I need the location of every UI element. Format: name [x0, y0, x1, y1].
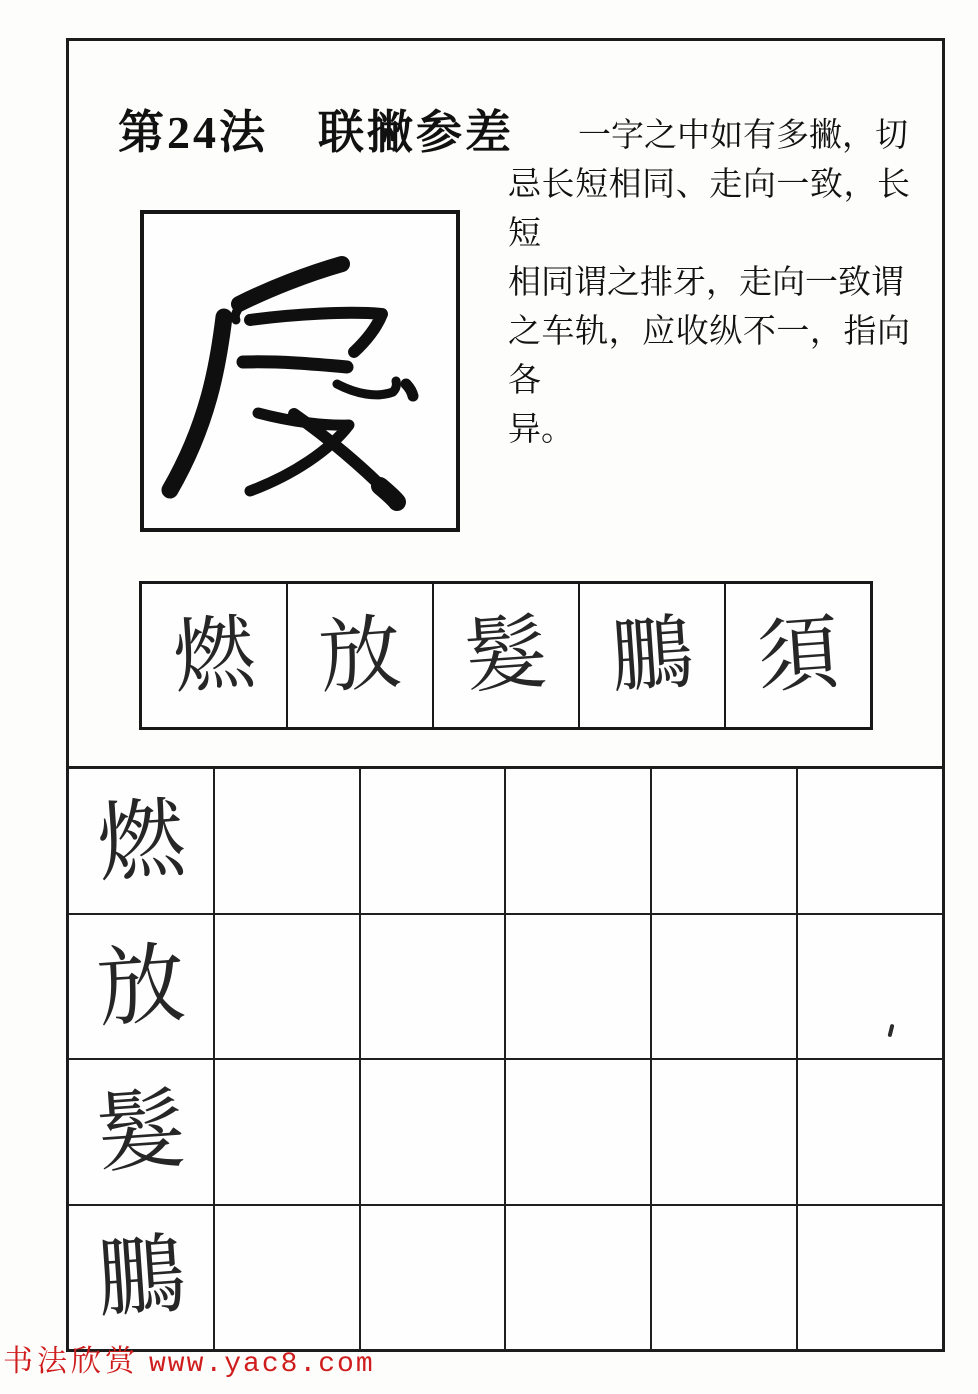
sample-cell	[726, 584, 870, 727]
grid-cell	[68, 914, 214, 1060]
practice-character: 髮	[93, 1076, 189, 1186]
grid-cell	[651, 1059, 797, 1205]
sample-character: 放	[315, 604, 405, 706]
sample-character-strip	[139, 581, 873, 730]
lesson-number: 第24法	[118, 107, 268, 158]
exemplar-character-box	[140, 210, 460, 532]
sample-cell	[142, 584, 288, 727]
grid-cell	[505, 1059, 651, 1205]
practice-character: 鵬	[93, 1222, 189, 1332]
lesson-name: 联撇参差	[318, 107, 514, 158]
grid-cell	[505, 768, 651, 914]
grid-cell	[505, 1205, 651, 1351]
sample-character: 須	[753, 604, 843, 706]
grid-cell	[360, 1059, 506, 1205]
brush-calligraphy-drawing	[144, 214, 456, 528]
grid-cell	[797, 1059, 943, 1205]
instruction-line-5: 异。	[508, 412, 574, 448]
practice-grid	[66, 766, 945, 1352]
grid-cell	[651, 768, 797, 914]
sample-character: 鵬	[607, 604, 697, 706]
practice-character: 燃	[93, 785, 189, 895]
grid-cell	[68, 1059, 214, 1205]
watermark-site-name: 书法欣赏	[3, 1345, 139, 1378]
instruction-line-1: 一字之中如有多撇，切	[578, 118, 908, 154]
sample-character: 髮	[461, 604, 551, 706]
instruction-line-2: 忌长短相同、走向一致，长短	[508, 167, 910, 252]
grid-cell	[505, 914, 651, 1060]
grid-cell	[214, 1059, 360, 1205]
grid-cell	[651, 914, 797, 1060]
sample-cell	[580, 584, 726, 727]
page-title	[118, 96, 514, 162]
grid-cell	[651, 1205, 797, 1351]
instruction-line-4: 之车轨，应收纵不一，指向各	[508, 314, 910, 399]
grid-cell	[214, 1205, 360, 1351]
instruction-paragraph	[508, 112, 910, 455]
watermark-site-url: www.yac8.com	[149, 1349, 375, 1380]
watermark	[3, 1336, 375, 1380]
grid-cell	[797, 1205, 943, 1351]
grid-cell	[797, 768, 943, 914]
grid-cell	[68, 768, 214, 914]
sample-character: 燃	[169, 604, 259, 706]
practice-character: 放	[93, 931, 189, 1041]
grid-cell	[360, 1205, 506, 1351]
grid-cell	[360, 914, 506, 1060]
grid-cell	[797, 914, 943, 1060]
grid-cell	[68, 1205, 214, 1351]
sample-cell	[288, 584, 434, 727]
sample-cell	[434, 584, 580, 727]
grid-cell	[360, 768, 506, 914]
grid-cell	[214, 914, 360, 1060]
instruction-line-3: 相同谓之排牙，走向一致谓	[508, 265, 904, 301]
grid-cell	[214, 768, 360, 914]
